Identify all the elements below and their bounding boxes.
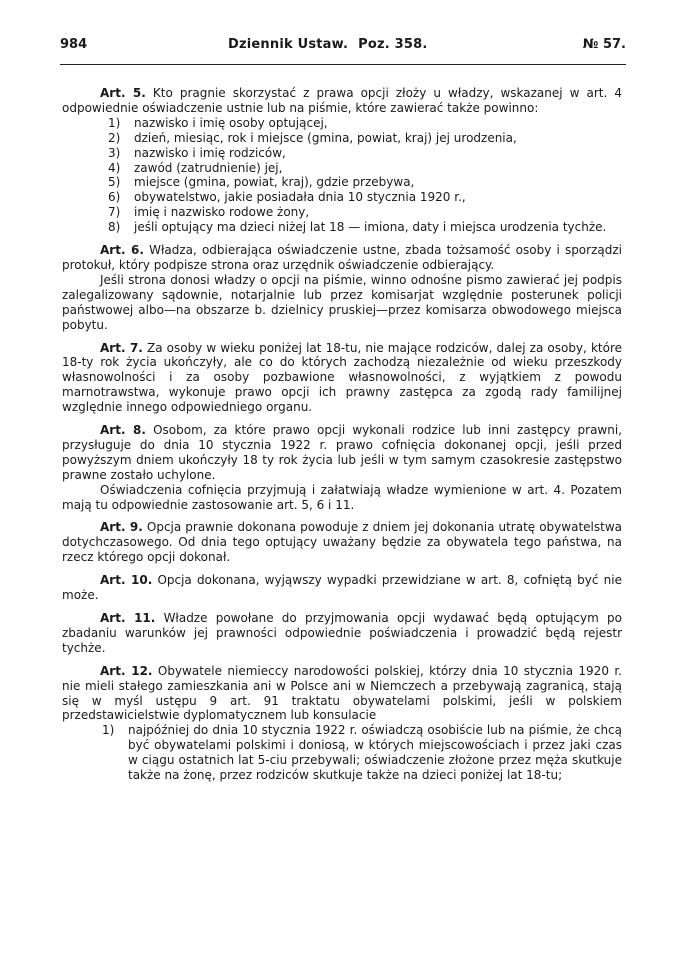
list-item-text: miejsce (gmina, powiat, kraj), gdzie przebywa,: [134, 175, 415, 190]
list-item: [62, 190, 622, 205]
list-item-number: 1): [108, 115, 121, 130]
art5-list: [62, 116, 622, 235]
list-item-text: imię i nazwisko rodowe żony,: [134, 205, 310, 220]
list-item-number: 4): [108, 160, 121, 175]
art10-label: Art. 10.: [100, 573, 153, 588]
art5-label: Art. 5.: [100, 86, 146, 100]
list-item: [62, 205, 622, 220]
art8-label: Art. 8.: [100, 423, 146, 438]
issue-number: № 57.: [582, 37, 626, 52]
art6-text: Władza, odbierająca oświadczenie ustne, zbada tożsamość osoby i sporządzi protokuł, który podpisze strona oraz urzędnik oświadczenie odbierający.: [62, 243, 622, 272]
list-item-number: 3): [108, 145, 121, 160]
art7-paragraph: [62, 341, 622, 416]
art6-paragraph-2: Jeśli strona donosi władzy o opcji na piśmie, winno odnośne pismo zawierać jej podpis zalegalizowany sądownie, notarjalnie lub przez komisarjat względnie posterunek policji państwowej albo—na obszarze b. dzielnicy pruskiej—przez komisarza obwodowego miejsca pobytu.: [62, 272, 622, 332]
list-item: [62, 161, 622, 176]
list-item-number: 5): [108, 175, 121, 190]
art9-text: Opcja prawnie dokonana powoduje z dniem jej dokonania utratę obywatelstwa dotychczasowego. Od dnia tego optujący uważany będzie za obywatela tego państwa, na rzecz którego opcji dokonał.: [62, 520, 622, 565]
art11-paragraph: [62, 611, 622, 656]
art8-paragraph-2: Oświadczenia cofnięcia przyjmują i załatwiają władze wymienione w art. 4. Pozatem mają tu odpowiednie zastosowanie art. 5, 6 i 11.: [62, 482, 622, 512]
art9-paragraph: [62, 520, 622, 565]
art8-text: Osobom, za które prawo opcji wykonali rodzice lub inni zastępcy prawni, przysługuje do dnia 10 stycznia 1922 r. prawo cofnięcia dokonanej opcji, jeśli przed powyższym dniem ukończyły 18 ty rok życia lub jeśli w tym samym czasokresie zastępstwo prawne zostało uchylone.: [62, 423, 622, 482]
publication-name: Dziennik Ustaw.: [228, 37, 349, 52]
list-item: [62, 146, 622, 161]
list-item-text: jeśli optujący ma dzieci niżej lat 18 — imiona, daty i miejsca urodzenia tychże.: [134, 220, 607, 235]
page-number: 984: [60, 37, 88, 52]
art11-text: Władze powołane do przyjmowania opcji wydawać będą optującym po zbadaniu warunków jej prawności odpowiednie poświadczenia i prowadzić będą rejestr tychże.: [62, 611, 622, 655]
art6-paragraph: [62, 243, 622, 273]
document-body: [62, 86, 622, 783]
list-item: [62, 116, 622, 131]
list-item-text: zawód (zatrudnienie) jej,: [134, 160, 283, 175]
list-item-text: nazwisko i imię osoby optującej,: [134, 115, 328, 130]
art12-list: [62, 723, 622, 783]
art10-text: Opcja dokonana, wyjąwszy wypadki przewidziane w art. 8, cofniętą być nie może.: [62, 573, 622, 603]
list-item-number: 1): [102, 723, 115, 738]
art5-text: Kto pragnie skorzystać z prawa opcji złoży u władzy, wskazanej w art. 4 odpowiednie oświadczenie ustnie lub na piśmie, które zawierać także powinno:: [62, 86, 622, 115]
art12-paragraph: [62, 664, 622, 724]
art8-paragraph: [62, 423, 622, 483]
list-item-text: najpóźniej do dnia 10 stycznia 1922 r. oświadczą osobiście lub na piśmie, że chcą być obywatelami polskimi i doniosą, w których miejscowościach i przez jaki czas w ciągu ostatnich lat 5-ciu przebywali; oświadczenie złożone przez męża skutkuje także na żonę, przez rodziców skutkuje także na dzieci poniżej lat 18-tu;: [128, 723, 622, 783]
list-item: [62, 131, 622, 146]
list-item: [62, 175, 622, 190]
header-rule: [60, 64, 626, 65]
list-item-number: 2): [108, 130, 121, 145]
list-item-text: obywatelstwo, jakie posiadała dnia 10 stycznia 1920 r.,: [134, 190, 466, 205]
list-item: [62, 220, 622, 235]
art11-label: Art. 11.: [100, 611, 156, 625]
art12-text: Obywatele niemieccy narodowości polskiej, którzy dnia 10 stycznia 1920 r. nie mieli stałego zamieszkania ani w Polsce ani w Niemczech a przebywają zagranicą, stają się w myśl ustępu 9 art. 91 traktatu obywatelami polskimi, jeśli w polskiem przedstawicielstwie dyplomatycznem lub konsulacie: [62, 663, 622, 723]
art7-label: Art. 7.: [100, 340, 143, 355]
art6-label: Art. 6.: [100, 243, 144, 258]
art10-paragraph: [62, 573, 622, 603]
art12-label: Art. 12.: [100, 663, 153, 678]
list-item: [62, 723, 622, 783]
art5-paragraph: [62, 86, 622, 116]
page-header: [60, 37, 626, 57]
position-number: Poz. 358.: [358, 37, 428, 52]
running-title: [228, 37, 428, 52]
list-item-number: 8): [108, 220, 121, 235]
art7-text: Za osoby w wieku poniżej lat 18-tu, nie mające rodziców, dalej za osoby, które 18-ty rok życia ukończyły, ale co do których zachodzą niezależnie od wieku przeszkody własnowolności i za osoby pozbawione własnowolności, z wyjątkiem z powodu marnotrawstwa, wykonuje prawo opcji ich prawny zastępca za zgodą rady familijnej względnie innego odpowiedniego organu.: [62, 340, 622, 415]
art9-label: Art. 9.: [100, 520, 143, 535]
list-item-number: 6): [108, 190, 121, 205]
list-item-text: dzień, miesiąc, rok i miejsce (gmina, powiat, kraj) jej urodzenia,: [134, 130, 517, 145]
list-item-text: nazwisko i imię rodziców,: [134, 145, 286, 160]
list-item-number: 7): [108, 205, 121, 220]
